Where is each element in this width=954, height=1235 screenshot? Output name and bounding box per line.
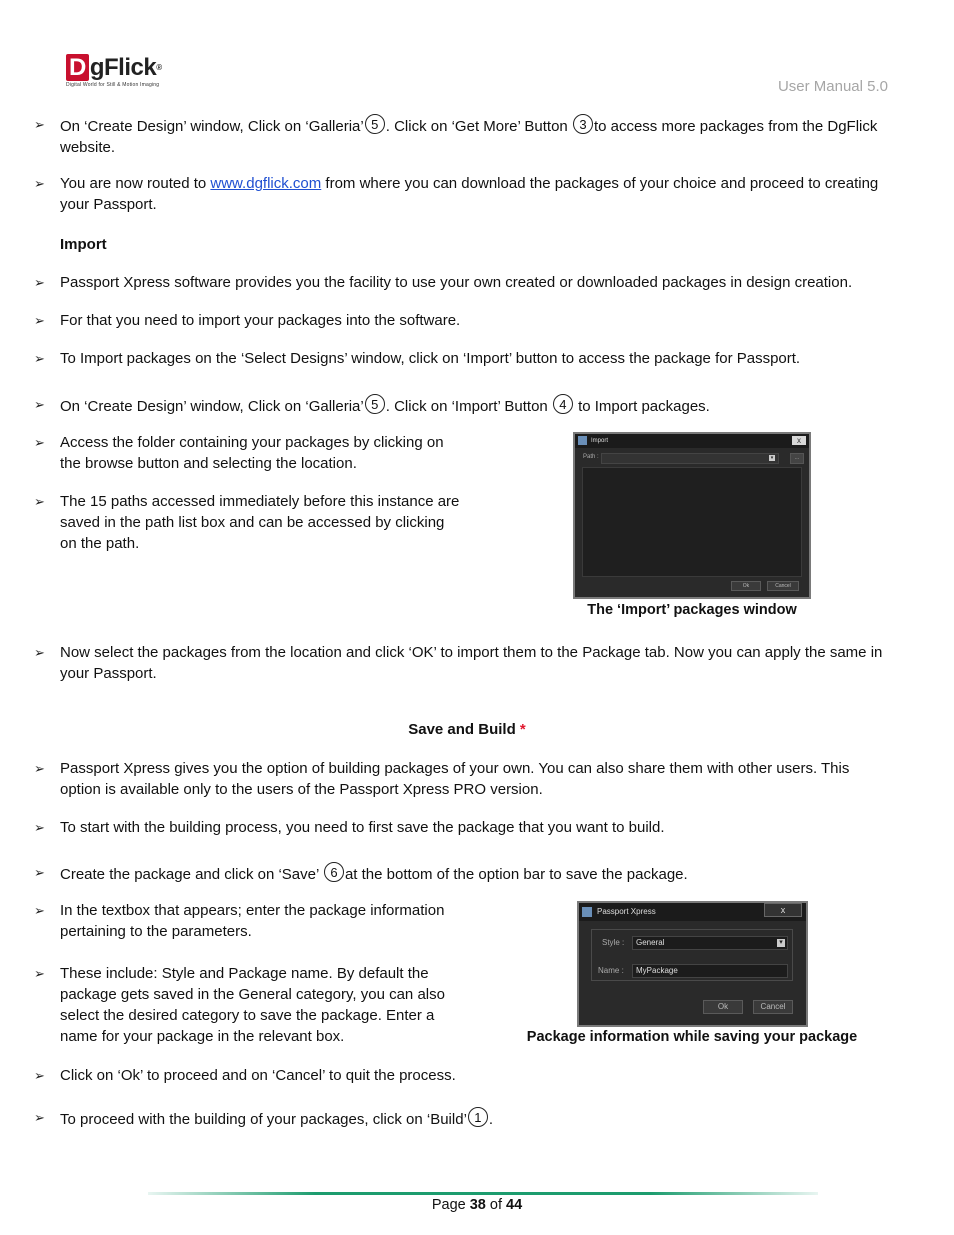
bullet-arrow-icon: ➢: [34, 275, 45, 290]
bullet-15-paths: [34, 491, 464, 554]
dgflick-link[interactable]: www.dgflick.com: [210, 175, 322, 192]
bullet-arrow-icon: ➢: [34, 176, 45, 191]
fields-group: [591, 929, 793, 981]
bullet-build: [34, 1107, 894, 1130]
style-value: General: [636, 938, 665, 947]
package-info-caption: Package information while saving your package: [526, 1029, 858, 1045]
bullet-facility: [34, 272, 894, 293]
text: Click on ‘Ok’ to proceed and on ‘Cancel’ to quit the process.: [60, 1067, 456, 1084]
text: . Click on ‘Import’ Button: [385, 398, 552, 415]
bullet-get-more: [34, 114, 894, 158]
cancel-button: Cancel: [767, 581, 799, 591]
path-label: Path :: [583, 454, 599, 460]
path-combobox: [601, 453, 779, 464]
bullet-import-button: [34, 394, 894, 417]
page-footer: [0, 1197, 954, 1213]
text: To Import packages on the ‘Select Designs’ window, click on ‘Import’ button to access the package for Passport.: [60, 350, 801, 367]
text: . Click on ‘Get More’ Button: [385, 118, 572, 135]
text: Now select the packages from the location and click ‘OK’ to import them to the Package tab. Now you can apply the same in your Passport.: [60, 644, 883, 682]
bullet-ok-cancel: [34, 1065, 894, 1086]
close-icon: x: [792, 436, 806, 445]
bullet-arrow-icon: ➢: [34, 761, 45, 776]
text: To proceed with the building of your packages, click on ‘Build’: [60, 1111, 467, 1128]
bullet-arrow-icon: ➢: [34, 313, 45, 328]
bullet-arrow-icon: ➢: [34, 865, 45, 880]
bullet-routed: [34, 173, 894, 215]
bullet-arrow-icon: ➢: [34, 351, 45, 366]
chevron-down-icon: ▾: [777, 939, 785, 947]
import-window-screenshot: [573, 432, 811, 599]
bullet-click-save: [34, 862, 894, 885]
title-bar: [575, 434, 809, 448]
bullet-save-first: [34, 817, 894, 838]
bullet-arrow-icon: ➢: [34, 966, 45, 981]
number-4-icon: 4: [553, 394, 573, 414]
window-title: Import: [591, 438, 609, 444]
text: To start with the building process, you need to first save the package that you want to build.: [60, 819, 665, 836]
number-1-icon: 1: [468, 1107, 488, 1127]
bullet-access-folder: [34, 432, 464, 474]
text: You are now routed to: [60, 175, 211, 192]
text: In the textbox that appears; enter the package information pertaining to the parameters.: [60, 902, 445, 940]
app-icon: [578, 436, 587, 445]
page-word: Page: [431, 1197, 470, 1213]
ok-button: Ok: [703, 1000, 743, 1014]
manual-version: User Manual 5.0: [777, 78, 888, 95]
logo-registered: ®: [156, 63, 162, 72]
import-heading: Import: [60, 236, 107, 253]
title-bar: [579, 903, 806, 921]
text: Passport Xpress gives you the option of building packages of your own. You can also share them with other users. This option is available only to the users of the Passport Xpress PRO version.: [60, 760, 850, 798]
logo-wordmark: D gFlick®: [66, 56, 176, 80]
app-icon: [582, 907, 592, 917]
bullet-arrow-icon: ➢: [34, 435, 45, 450]
bullet-textbox: [34, 900, 464, 942]
number-5-icon: 5: [365, 114, 385, 134]
footer-divider: [148, 1192, 818, 1195]
text: Access the folder containing your packages by clicking on the browse button and selecting the location.: [60, 434, 444, 472]
bullet-build-option: [34, 758, 894, 800]
text: The 15 paths accessed immediately before this instance are saved in the path list box and can be accessed by clicking on the path.: [60, 493, 460, 552]
heading-text: Save and Build: [408, 721, 520, 738]
bullet-arrow-icon: ➢: [34, 117, 45, 132]
passport-xpress-window-screenshot: [577, 901, 808, 1027]
text: to access more packages from the DgFlick website.: [60, 118, 878, 156]
text: to Import packages.: [573, 398, 710, 415]
dgflick-logo: [66, 56, 176, 96]
pro-star: *: [519, 721, 526, 738]
text: Create the package and click on ‘Save’: [60, 866, 323, 883]
chevron-down-icon: ▾: [770, 455, 774, 461]
text: For that you need to import your packages into the software.: [60, 312, 461, 329]
page-number: 38: [469, 1197, 486, 1213]
text: from where you can download the packages of your choice and proceed to creating your Passport.: [60, 175, 879, 213]
bullet-arrow-icon: ➢: [34, 397, 45, 412]
bullet-arrow-icon: ➢: [34, 820, 45, 835]
bullet-select-designs: [34, 348, 894, 369]
style-label: Style :: [602, 938, 625, 947]
bullet-arrow-icon: ➢: [34, 1068, 45, 1083]
bullet-arrow-icon: ➢: [34, 645, 45, 660]
text: These include: Style and Package name. By default the package gets saved in the General category, you can also select the desired category to save the package. Enter a name for your package in the relevant box.: [60, 965, 445, 1045]
number-6-icon: 6: [324, 862, 344, 882]
text: On ‘Create Design’ window, Click on ‘Galleria’: [60, 118, 364, 135]
name-label: Name :: [598, 966, 624, 975]
package-list: [582, 467, 802, 577]
of-word: of: [485, 1197, 507, 1213]
import-window-caption: The ‘Import’ packages window: [587, 602, 797, 618]
package-name-field: [632, 964, 788, 978]
text: at the bottom of the option bar to save the package.: [344, 866, 688, 883]
text: .: [488, 1111, 494, 1128]
number-3-icon: 3: [573, 114, 593, 134]
bullet-arrow-icon: ➢: [34, 903, 45, 918]
style-dropdown: [632, 936, 788, 950]
page-total: 44: [506, 1197, 523, 1213]
window-title: Passport Xpress: [597, 907, 656, 916]
bullet-arrow-icon: ➢: [34, 494, 45, 509]
number-5-icon: 5: [365, 394, 385, 414]
cancel-button: Cancel: [753, 1000, 793, 1014]
browse-button: ...: [790, 453, 804, 464]
logo-tagline: Digital World for Still & Motion Imaging: [66, 82, 160, 88]
bullet-style-name: [34, 963, 464, 1047]
bullet-select-packages: [34, 642, 894, 684]
close-icon: x: [764, 903, 802, 917]
text: Passport Xpress software provides you the facility to use your own created or downloaded packages in design creation.: [60, 274, 853, 291]
bullet-import-needed: [34, 310, 894, 331]
ok-button: Ok: [731, 581, 761, 591]
text: On ‘Create Design’ window, Click on ‘Galleria’: [60, 398, 364, 415]
bullet-arrow-icon: ➢: [34, 1110, 45, 1125]
name-value: MyPackage: [636, 966, 678, 975]
save-build-heading: [0, 719, 934, 740]
